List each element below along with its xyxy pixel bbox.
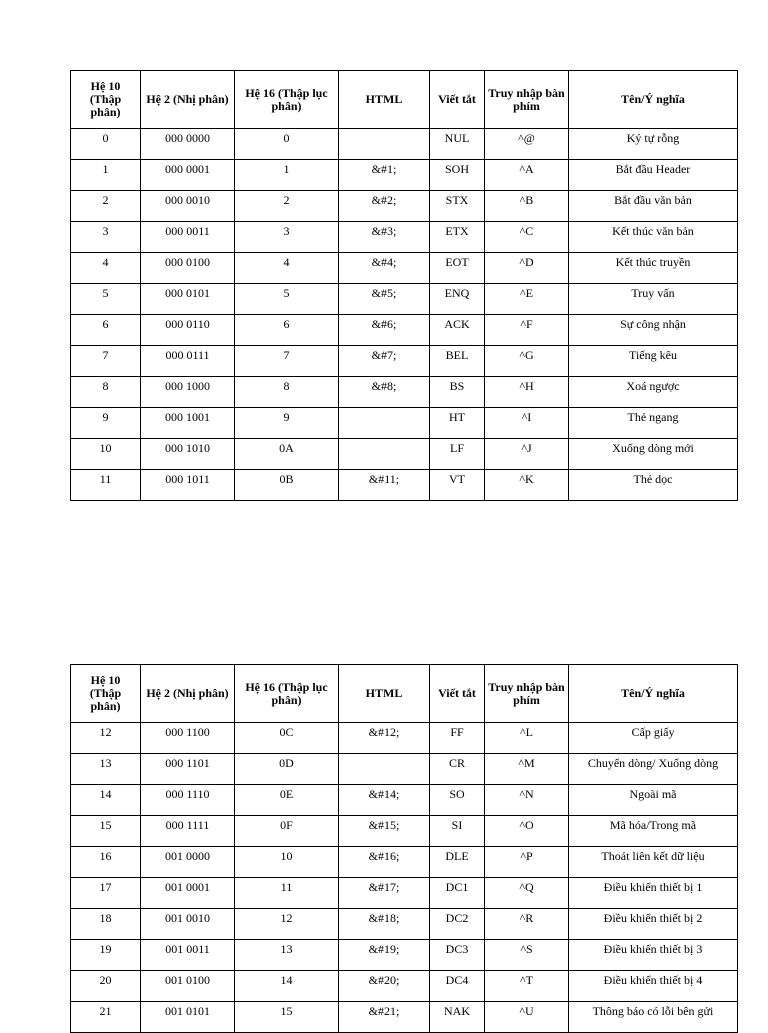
- table-row: [71, 408, 738, 439]
- header-keyboard: Truy nhập bàn phím: [485, 71, 569, 129]
- cell-keyboard: ^S: [485, 940, 569, 971]
- cell-html: &#18;: [339, 909, 430, 940]
- cell-keyboard: ^O: [485, 816, 569, 847]
- cell-decimal: 11: [71, 470, 141, 501]
- cell-decimal: 18: [71, 909, 141, 940]
- table-row: [71, 1002, 738, 1033]
- cell-abbreviation: NAK: [430, 1002, 485, 1033]
- cell-decimal: 21: [71, 1002, 141, 1033]
- cell-meaning: Điều khiển thiết bị 4: [569, 971, 738, 1002]
- table-row: [71, 816, 738, 847]
- cell-abbreviation: ETX: [430, 222, 485, 253]
- header-binary: Hệ 2 (Nhị phân): [141, 71, 235, 129]
- table-row: [71, 129, 738, 160]
- cell-keyboard: ^E: [485, 284, 569, 315]
- cell-decimal: 20: [71, 971, 141, 1002]
- cell-binary: 000 1101: [141, 754, 235, 785]
- cell-binary: 000 0100: [141, 253, 235, 284]
- cell-binary: 000 1000: [141, 377, 235, 408]
- cell-meaning: Mã hóa/Trong mã: [569, 816, 738, 847]
- header-hex: Hệ 16 (Thập lục phân): [235, 665, 339, 723]
- cell-decimal: 2: [71, 191, 141, 222]
- cell-keyboard: ^H: [485, 377, 569, 408]
- cell-keyboard: ^D: [485, 253, 569, 284]
- cell-html: &#5;: [339, 284, 430, 315]
- cell-keyboard: ^J: [485, 439, 569, 470]
- cell-html: &#20;: [339, 971, 430, 1002]
- cell-meaning: Điều khiển thiết bị 1: [569, 878, 738, 909]
- cell-keyboard: ^C: [485, 222, 569, 253]
- cell-meaning: Truy vấn: [569, 284, 738, 315]
- cell-abbreviation: SI: [430, 816, 485, 847]
- header-hex: Hệ 16 (Thập lục phân): [235, 71, 339, 129]
- cell-abbreviation: DC3: [430, 940, 485, 971]
- cell-decimal: 4: [71, 253, 141, 284]
- cell-abbreviation: VT: [430, 470, 485, 501]
- cell-decimal: 5: [71, 284, 141, 315]
- cell-keyboard: ^@: [485, 129, 569, 160]
- cell-html: &#17;: [339, 878, 430, 909]
- table-row: [71, 470, 738, 501]
- table-row: [71, 723, 738, 754]
- header-decimal: Hệ 10 (Thập phân): [71, 71, 141, 129]
- cell-hex: 4: [235, 253, 339, 284]
- cell-hex: 0: [235, 129, 339, 160]
- cell-binary: 000 0011: [141, 222, 235, 253]
- table-row: [71, 940, 738, 971]
- cell-binary: 001 0101: [141, 1002, 235, 1033]
- cell-hex: 5: [235, 284, 339, 315]
- cell-html: &#14;: [339, 785, 430, 816]
- cell-keyboard: ^K: [485, 470, 569, 501]
- header-meaning: Tên/Ý nghĩa: [569, 71, 738, 129]
- cell-meaning: Thoát liên kết dữ liệu: [569, 847, 738, 878]
- cell-decimal: 1: [71, 160, 141, 191]
- cell-keyboard: ^P: [485, 847, 569, 878]
- table-row: [71, 878, 738, 909]
- cell-abbreviation: DLE: [430, 847, 485, 878]
- cell-binary: 000 1111: [141, 816, 235, 847]
- cell-keyboard: ^N: [485, 785, 569, 816]
- cell-html: &#16;: [339, 847, 430, 878]
- cell-hex: 9: [235, 408, 339, 439]
- cell-decimal: 16: [71, 847, 141, 878]
- cell-abbreviation: ENQ: [430, 284, 485, 315]
- cell-hex: 8: [235, 377, 339, 408]
- cell-meaning: Cấp giấy: [569, 723, 738, 754]
- cell-decimal: 13: [71, 754, 141, 785]
- cell-html: &#8;: [339, 377, 430, 408]
- table-1-body: [71, 129, 738, 501]
- cell-hex: 0D: [235, 754, 339, 785]
- cell-decimal: 9: [71, 408, 141, 439]
- table-row: [71, 785, 738, 816]
- cell-meaning: Kết thúc văn bản: [569, 222, 738, 253]
- cell-meaning: Bắt đầu Header: [569, 160, 738, 191]
- cell-meaning: Xoá ngược: [569, 377, 738, 408]
- cell-decimal: 14: [71, 785, 141, 816]
- table-row: [71, 253, 738, 284]
- ascii-table-1: [70, 70, 738, 501]
- cell-hex: 15: [235, 1002, 339, 1033]
- cell-html: [339, 408, 430, 439]
- cell-html: [339, 754, 430, 785]
- cell-binary: 001 0100: [141, 971, 235, 1002]
- cell-binary: 000 1100: [141, 723, 235, 754]
- cell-keyboard: ^T: [485, 971, 569, 1002]
- cell-abbreviation: NUL: [430, 129, 485, 160]
- cell-html: &#1;: [339, 160, 430, 191]
- cell-abbreviation: DC4: [430, 971, 485, 1002]
- cell-hex: 14: [235, 971, 339, 1002]
- cell-hex: 1: [235, 160, 339, 191]
- cell-hex: 10: [235, 847, 339, 878]
- header-meaning: Tên/Ý nghĩa: [569, 665, 738, 723]
- cell-html: &#19;: [339, 940, 430, 971]
- cell-meaning: Tiếng kêu: [569, 346, 738, 377]
- cell-hex: 7: [235, 346, 339, 377]
- cell-keyboard: ^L: [485, 723, 569, 754]
- cell-html: [339, 439, 430, 470]
- cell-meaning: Ký tự rỗng: [569, 129, 738, 160]
- cell-abbreviation: STX: [430, 191, 485, 222]
- cell-meaning: Điều khiển thiết bị 2: [569, 909, 738, 940]
- cell-hex: 2: [235, 191, 339, 222]
- cell-html: &#12;: [339, 723, 430, 754]
- cell-binary: 000 0101: [141, 284, 235, 315]
- cell-hex: 0E: [235, 785, 339, 816]
- cell-binary: 000 1011: [141, 470, 235, 501]
- cell-decimal: 0: [71, 129, 141, 160]
- table-row: [71, 284, 738, 315]
- cell-binary: 001 0010: [141, 909, 235, 940]
- cell-html: &#2;: [339, 191, 430, 222]
- header-abbreviation: Viết tắt: [430, 71, 485, 129]
- table-row: [71, 315, 738, 346]
- cell-binary: 001 0000: [141, 847, 235, 878]
- cell-decimal: 15: [71, 816, 141, 847]
- header-row: [71, 71, 738, 129]
- cell-html: &#11;: [339, 470, 430, 501]
- cell-keyboard: ^Q: [485, 878, 569, 909]
- table-row: [71, 909, 738, 940]
- table-row: [71, 439, 738, 470]
- cell-decimal: 3: [71, 222, 141, 253]
- cell-hex: 0B: [235, 470, 339, 501]
- cell-html: &#7;: [339, 346, 430, 377]
- cell-keyboard: ^F: [485, 315, 569, 346]
- cell-abbreviation: BEL: [430, 346, 485, 377]
- header-html: HTML: [339, 665, 430, 723]
- cell-keyboard: ^B: [485, 191, 569, 222]
- cell-keyboard: ^G: [485, 346, 569, 377]
- cell-hex: 13: [235, 940, 339, 971]
- cell-decimal: 7: [71, 346, 141, 377]
- cell-meaning: Sự công nhận: [569, 315, 738, 346]
- cell-html: &#4;: [339, 253, 430, 284]
- cell-decimal: 6: [71, 315, 141, 346]
- cell-html: [339, 129, 430, 160]
- cell-decimal: 10: [71, 439, 141, 470]
- cell-abbreviation: SOH: [430, 160, 485, 191]
- cell-binary: 000 1110: [141, 785, 235, 816]
- header-html: HTML: [339, 71, 430, 129]
- cell-keyboard: ^I: [485, 408, 569, 439]
- cell-binary: 000 0111: [141, 346, 235, 377]
- header-decimal: Hệ 10 (Thập phân): [71, 665, 141, 723]
- cell-hex: 11: [235, 878, 339, 909]
- cell-meaning: Điều khiển thiết bị 3: [569, 940, 738, 971]
- header-abbreviation: Viết tắt: [430, 665, 485, 723]
- cell-hex: 6: [235, 315, 339, 346]
- cell-meaning: Thẻ dọc: [569, 470, 738, 501]
- table-row: [71, 346, 738, 377]
- cell-meaning: Ngoài mã: [569, 785, 738, 816]
- header-keyboard: Truy nhập bàn phím: [485, 665, 569, 723]
- cell-hex: 0F: [235, 816, 339, 847]
- table-row: [71, 222, 738, 253]
- cell-meaning: Bắt đầu văn bản: [569, 191, 738, 222]
- cell-keyboard: ^M: [485, 754, 569, 785]
- cell-abbreviation: HT: [430, 408, 485, 439]
- cell-binary: 000 1001: [141, 408, 235, 439]
- table-2-body: [71, 723, 738, 1033]
- cell-hex: 12: [235, 909, 339, 940]
- cell-hex: 0A: [235, 439, 339, 470]
- ascii-table-2: [70, 664, 738, 1033]
- cell-meaning: Thẻ ngang: [569, 408, 738, 439]
- cell-keyboard: ^R: [485, 909, 569, 940]
- cell-binary: 000 1010: [141, 439, 235, 470]
- table-row: [71, 971, 738, 1002]
- cell-meaning: Thông báo có lỗi bên gửi: [569, 1002, 738, 1033]
- cell-binary: 001 0001: [141, 878, 235, 909]
- cell-html: &#21;: [339, 1002, 430, 1033]
- cell-html: &#15;: [339, 816, 430, 847]
- cell-meaning: Kết thúc truyền: [569, 253, 738, 284]
- cell-keyboard: ^U: [485, 1002, 569, 1033]
- cell-abbreviation: FF: [430, 723, 485, 754]
- table-row: [71, 847, 738, 878]
- cell-hex: 3: [235, 222, 339, 253]
- cell-binary: 000 0000: [141, 129, 235, 160]
- cell-abbreviation: LF: [430, 439, 485, 470]
- header-row: [71, 665, 738, 723]
- cell-binary: 000 0010: [141, 191, 235, 222]
- table-row: [71, 754, 738, 785]
- cell-binary: 000 0001: [141, 160, 235, 191]
- cell-binary: 000 0110: [141, 315, 235, 346]
- cell-decimal: 12: [71, 723, 141, 754]
- cell-hex: 0C: [235, 723, 339, 754]
- cell-keyboard: ^A: [485, 160, 569, 191]
- cell-meaning: Chuyển dòng/ Xuống dòng: [569, 754, 738, 785]
- table-row: [71, 160, 738, 191]
- cell-meaning: Xuống dòng mới: [569, 439, 738, 470]
- cell-abbreviation: EOT: [430, 253, 485, 284]
- header-binary: Hệ 2 (Nhị phân): [141, 665, 235, 723]
- cell-abbreviation: SO: [430, 785, 485, 816]
- cell-abbreviation: BS: [430, 377, 485, 408]
- cell-decimal: 17: [71, 878, 141, 909]
- cell-binary: 001 0011: [141, 940, 235, 971]
- cell-html: &#6;: [339, 315, 430, 346]
- cell-abbreviation: CR: [430, 754, 485, 785]
- cell-abbreviation: DC1: [430, 878, 485, 909]
- cell-abbreviation: ACK: [430, 315, 485, 346]
- table-row: [71, 191, 738, 222]
- cell-abbreviation: DC2: [430, 909, 485, 940]
- cell-decimal: 8: [71, 377, 141, 408]
- cell-html: &#3;: [339, 222, 430, 253]
- table-row: [71, 377, 738, 408]
- cell-decimal: 19: [71, 940, 141, 971]
